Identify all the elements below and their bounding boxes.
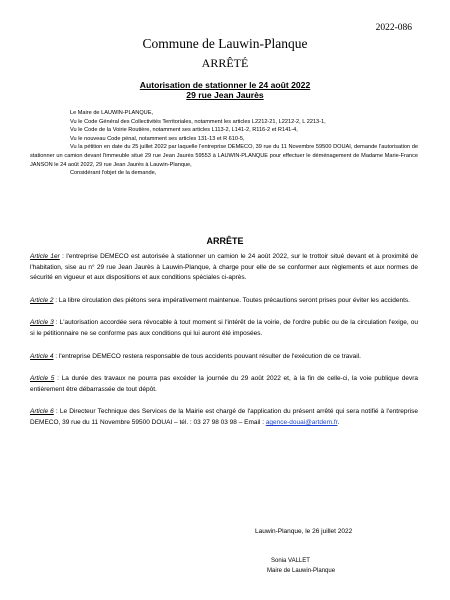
considerants-block: [30, 109, 418, 178]
article-number: Article 5: [30, 375, 55, 383]
vu-code-voirie: Vu le Code de la Voirie Routière, notamment ses articles L113-2, L141-2, R116-2 et R141-4,: [70, 127, 298, 134]
considerant-line: Considérant l'objet de la demande,: [70, 170, 157, 177]
article-text: : l'entreprise DEMECO est autorisée à stationner un camion le 24 août 2022, sur le trottoir situé devant et à proximité de l'habitation, sise au n° 29 rue Jean Jaurès à Lauwin-Planque, à charge pour elle de se conformer aux règlements et aux normes de sécurité en vigueur et aux dispositions et aux conditions spéciales ci-après.: [30, 253, 418, 282]
vu-petition: Vu la pétition en date du 25 juillet 2022 par laquelle l'entreprise DEMECO, 39 rue du 11 Novembre 59500 DOUAI, demande l'autorisation de stationner un camion devant l'immeuble situé 29 rue Jean Jaurès 59553 à LAUWIN-PLANQUE pour effectuer le déménagement de Madame Marie-France JANSON le 24 août 2022, 29 rue Jean Jaurès à Lauwin-Planque,: [30, 144, 418, 168]
vu-code-penal: Vu le nouveau Code pénal, notamment ses articles 131-13 et R 610-5,: [70, 135, 245, 142]
vu-code-collectivites: Vu le Code Général des Collectivités Territoriales, notamment les articles L2212-21, L2212-2, L 2213-1,: [70, 118, 326, 125]
subject-line-1: Autorisation de stationner le 24 août 2022: [139, 80, 311, 90]
signatory-title: Maire de Lauwin-Planque: [267, 567, 336, 574]
article-text: : Le Directeur Technique des Services de la Mairie est chargé de l'application du présent arrêté qui sera notifié à l'entreprise DEMECO, 39 rue du 11 Novembre 59500 DOUAI – tél. : 03 27 98 03 98 – Email :: [30, 408, 418, 426]
signatory-name: Sonia VALLET: [271, 558, 310, 564]
signature-block: [267, 557, 335, 576]
article-1: [30, 252, 418, 284]
subject-line-2: 29 rue Jean Jaurès: [186, 90, 264, 100]
reference-number: 2022-086: [375, 23, 412, 33]
article-end: .: [337, 418, 340, 426]
arrete-title: ARRÊTE: [206, 236, 244, 246]
commune-title: Commune de Lauwin-Planque: [142, 36, 308, 51]
subject-heading: [0, 80, 450, 100]
article-number: Article 4: [30, 352, 54, 360]
article-text: : La libre circulation des piétons sera impérativement maintenue. Toutes précautions seront prises pour éviter les accidents.: [53, 296, 410, 304]
article-4: [30, 352, 418, 363]
place-date: Lauwin-Planque, le 26 juillet 2022: [255, 528, 353, 535]
article-text: : l'entreprise DEMECO restera responsable de tous accidents pouvant résulter de l'exécution de ce travail.: [53, 352, 361, 360]
article-number: Article 3: [30, 319, 54, 327]
article-3: [30, 318, 418, 339]
article-number: Article 1er: [30, 253, 60, 260]
article-text: : L'autorisation accordée sera révocable à tout moment si l'intérêt de la voirie, de l'ordre public ou de la circulation l'exige, ou si le pétitionnaire ne se conforme pas aux conditions qui lui auront été imposées.: [30, 319, 418, 337]
article-text: : La durée des travaux ne pourra pas excéder la journée du 29 août 2022 et, à la fin de celle-ci, la voie publique devra entièrement être débarrassée de tout dépôt.: [30, 375, 419, 393]
articles-block: [30, 252, 418, 441]
email-link[interactable]: agence-douai@artdem.fr: [265, 418, 338, 426]
document-type-heading: ARRÊTÉ: [201, 56, 249, 70]
article-2: [30, 296, 418, 307]
maire-line: Le Maire de LAUWIN-PLANQUE,: [70, 110, 153, 116]
article-6: [30, 407, 418, 428]
article-number: Article 2: [30, 296, 54, 304]
article-number: Article 6: [30, 408, 54, 416]
article-5: [30, 374, 418, 395]
